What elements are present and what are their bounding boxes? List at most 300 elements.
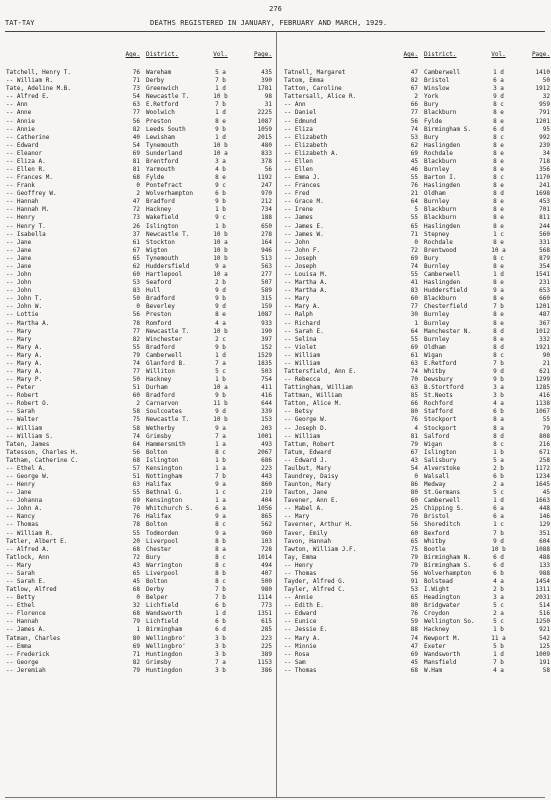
register-entry [284, 336, 551, 344]
register-entry [6, 190, 274, 198]
entry-district: Fylde [424, 117, 443, 125]
entry-name: -- John W. [6, 303, 43, 311]
entry-age: 4 [414, 424, 418, 432]
entry-age: 80 [410, 408, 418, 416]
entry-name: -- Eleanor [6, 149, 43, 157]
entry-page: 50 [542, 77, 550, 85]
entry-district: Haslingden [424, 279, 461, 287]
entry-age: 60 [410, 529, 418, 537]
entry-name: -- Ethel A. [6, 464, 46, 472]
entry-district: Stockton [146, 238, 175, 246]
entry-volume: 1 d [493, 650, 504, 658]
entry-name: -- Mary A. [6, 343, 43, 351]
entry-volume: 8 e [215, 311, 226, 319]
entry-page: 164 [261, 238, 272, 246]
entry-name: -- Betty [6, 594, 35, 602]
register-entry [284, 198, 551, 206]
entry-age: 63 [132, 101, 140, 109]
entry-volume: 8 c [215, 578, 226, 585]
entry-volume: 10 b [213, 230, 228, 238]
entry-page: 351 [539, 529, 550, 537]
entry-page: 811 [539, 214, 550, 222]
entry-age: 82 [132, 125, 140, 133]
entry-page: 277 [261, 271, 272, 279]
entry-age: 20 [132, 537, 140, 545]
entry-district: Wolverhampton [424, 569, 471, 577]
entry-page: 1087 [257, 311, 272, 319]
entry-age: 74 [410, 367, 418, 375]
register-entry [284, 182, 551, 190]
entry-age: 75 [132, 416, 140, 424]
entry-name: -- Martha A. [284, 287, 328, 295]
entry-age: 78 [132, 319, 140, 327]
register-entry [284, 562, 551, 570]
register-entry [6, 594, 274, 602]
entry-page: 404 [261, 497, 272, 505]
entry-volume: 9 b [493, 376, 504, 384]
entry-name: Tatnell, Margaret [284, 69, 346, 77]
entry-district: Rochdale [424, 149, 453, 157]
entry-name: Tay, Emma [284, 553, 317, 561]
entry-volume: 3 a [493, 384, 504, 392]
entry-name: -- Joseph [284, 254, 317, 262]
register-entry [6, 134, 274, 142]
entry-age: 74 [410, 634, 418, 642]
entry-age: 55 [410, 335, 418, 343]
entry-page: 223 [261, 464, 272, 472]
entry-page: 354 [539, 262, 550, 270]
entry-name: -- Mary A. [6, 351, 43, 359]
entry-name: -- John [6, 287, 32, 295]
entry-page: 946 [261, 246, 272, 254]
entry-volume: 6 b [215, 190, 226, 198]
entry-age: 55 [410, 271, 418, 279]
register-entry [284, 586, 551, 594]
entry-volume: 3 b [215, 634, 226, 642]
register-entry [6, 247, 274, 255]
entry-page: 960 [261, 529, 272, 537]
entry-age: 69 [132, 642, 140, 650]
entry-name: -- Frederick [6, 650, 50, 658]
entry-page: 1172 [535, 464, 550, 472]
entry-age: 75 [410, 545, 418, 553]
entry-page: 589 [261, 287, 272, 295]
entry-page: 1067 [535, 408, 550, 416]
register-entry [6, 449, 274, 457]
entry-age: 68 [132, 610, 140, 618]
entry-name: -- Mary A. [284, 303, 321, 311]
register-entry [6, 287, 274, 295]
entry-volume: 1 d [215, 109, 226, 117]
entry-age: 2 [136, 400, 140, 408]
entry-page: 129 [539, 521, 550, 529]
register-entry [284, 505, 551, 513]
entry-volume: 2 c [215, 335, 226, 343]
entry-district: Kensington [146, 464, 183, 472]
entry-name: -- Edward [284, 610, 317, 618]
entry-age: 86 [410, 481, 418, 489]
entry-volume: 6 d [493, 125, 504, 133]
entry-volume: 7 b [493, 359, 504, 367]
entry-volume: 9 a [215, 424, 226, 432]
entry-name: Taverner, Arthur H. [284, 521, 353, 529]
register-entry [6, 328, 274, 336]
entry-page: 671 [539, 448, 550, 456]
entry-volume: 7 a [215, 658, 226, 666]
entry-district: Islington [424, 448, 457, 456]
entry-volume: 1 b [493, 626, 504, 634]
entry-district: Burnley [424, 262, 450, 270]
entry-district: Camberwell [424, 69, 461, 77]
entry-district: Alverstoke [424, 464, 461, 472]
entry-volume: 11 a [491, 634, 506, 642]
entry-age: 46 [410, 166, 418, 174]
entry-district: Burnley [424, 311, 450, 319]
entry-page: 2015 [257, 133, 272, 141]
entry-name: -- Eliza [284, 125, 313, 133]
register-entry [284, 311, 551, 319]
entry-page: 331 [539, 238, 550, 246]
entry-name: -- Daniel [284, 109, 317, 117]
entry-age: 69 [410, 343, 418, 351]
entry-volume: 9 a [215, 529, 226, 537]
entry-district: Hammersmith [146, 440, 186, 448]
entry-volume: 7 a [215, 432, 226, 440]
register-entry [6, 85, 274, 93]
entry-volume: 8 c [493, 440, 504, 448]
entry-volume: 8 a [215, 545, 226, 553]
entry-page: 1529 [257, 351, 272, 359]
entry-name: Tavener, Ann E. [284, 497, 339, 505]
entry-volume: 9 a [215, 513, 226, 521]
entry-page: 507 [261, 279, 272, 287]
entry-name: -- George [6, 658, 39, 666]
entry-age: 56 [132, 117, 140, 125]
register-entry [6, 425, 274, 433]
register-entry [6, 263, 274, 271]
entry-age: 66 [410, 400, 418, 408]
entry-name: Tatlow, Alfred [6, 586, 57, 594]
entry-page: 190 [261, 327, 272, 335]
entry-name: -- Mary [284, 513, 310, 521]
register-entry [6, 538, 274, 546]
entry-volume: 1 d [215, 85, 226, 93]
register-entry [6, 182, 274, 190]
entry-volume: 1 a [215, 464, 226, 472]
entry-district: Bridgwater [424, 602, 461, 610]
entry-name: -- William [284, 432, 321, 440]
entry-volume: 8 e [493, 279, 504, 287]
entry-volume: 8 e [493, 262, 504, 270]
entry-page: 1192 [257, 174, 272, 182]
entry-age: 68 [132, 174, 140, 182]
entry-page: 390 [261, 77, 272, 85]
entry-volume: 6 d [493, 561, 504, 569]
entry-age: 60 [410, 295, 418, 303]
entry-volume: 8 e [493, 238, 504, 246]
entry-name: -- Annie [284, 594, 313, 602]
entry-district: Huntingdon [146, 650, 183, 658]
entry-district: Whitchurch S. [146, 505, 193, 513]
register-entry [6, 635, 274, 643]
entry-age: 56 [410, 521, 418, 529]
entry-age: 43 [410, 456, 418, 464]
register-entry [284, 667, 551, 675]
entry-district: Islington [146, 222, 179, 230]
entry-district: Tynemouth [146, 141, 179, 149]
entry-page: 153 [261, 416, 272, 424]
entry-age: 58 [132, 408, 140, 416]
entry-district: Birmingham [146, 626, 183, 634]
entry-name: -- Jeremiah [6, 666, 46, 674]
entry-district: Sunderland [146, 149, 183, 157]
entry-district: Wigan [424, 440, 443, 448]
register-entry [284, 303, 551, 311]
entry-district: Brentwood [424, 246, 457, 254]
register-entry [6, 166, 274, 174]
entry-page: 615 [261, 618, 272, 626]
entry-volume: 1 d [493, 271, 504, 279]
entry-page: 32 [542, 93, 550, 101]
entry-district: Salisbury [424, 456, 457, 464]
entry-district: Halifax [146, 481, 172, 489]
entry-district: Winslow [424, 85, 450, 93]
bottom-rule [5, 797, 545, 798]
page-header: Page. [531, 51, 550, 58]
register-entry [6, 101, 274, 109]
entry-age: 64 [132, 440, 140, 448]
vol-header: Vol. [213, 51, 228, 58]
entry-name: -- Rosa [284, 650, 310, 658]
entry-volume: 8 d [493, 343, 504, 351]
register-entry [284, 150, 551, 158]
entry-page: 2067 [257, 448, 272, 456]
entry-volume: 7 b [493, 303, 504, 311]
entry-name: -- Mary [6, 335, 32, 343]
entry-name: -- Annie [6, 117, 35, 125]
age-header: Age. [125, 51, 140, 58]
page-header: Page. [253, 51, 272, 58]
entry-page: 650 [261, 222, 272, 230]
entry-page: 1351 [257, 610, 272, 618]
entry-name: -- George W. [284, 416, 328, 424]
entry-district: Stockport [424, 416, 457, 424]
entry-page: 568 [539, 246, 550, 254]
entry-page: 514 [539, 602, 550, 610]
entry-volume: 8 e [493, 109, 504, 117]
entry-volume: 8 e [215, 117, 226, 125]
entry-district: Bury [424, 254, 439, 262]
entry-page: 258 [539, 456, 550, 464]
entry-name: -- Henry [284, 561, 313, 569]
vol-header: Vol. [491, 51, 506, 58]
register-entry [6, 239, 274, 247]
entry-page: 734 [261, 206, 272, 214]
entry-age: 69 [410, 650, 418, 658]
entry-name: -- Florence [6, 610, 46, 618]
register-entry [284, 594, 551, 602]
register-entry [284, 521, 551, 529]
entry-volume: 8 e [493, 141, 504, 149]
entry-district: Oldham [424, 343, 446, 351]
entry-name: -- John A. [6, 505, 43, 513]
entry-page: 58 [542, 666, 550, 674]
entry-name: -- Frances [284, 182, 321, 190]
entry-district: E.Retford [146, 101, 179, 109]
entry-district: Hackney [424, 626, 450, 634]
register-entry [284, 328, 551, 336]
register-entry [284, 610, 551, 618]
entry-name: -- Elizabeth A. [284, 149, 339, 157]
entry-volume: 7 b [215, 594, 226, 602]
entry-name: -- Ellen [284, 166, 313, 174]
register-entry [284, 166, 551, 174]
entry-district: W.Ham [424, 666, 443, 674]
entry-district: Durham [146, 384, 168, 392]
entry-age: 59 [410, 618, 418, 626]
entry-age: 62 [132, 262, 140, 270]
entry-name: -- Joseph D. [284, 424, 328, 432]
entry-name: -- John [6, 271, 32, 279]
entry-name: -- Edward [6, 141, 39, 149]
entry-page: 159 [261, 303, 272, 311]
entry-volume: 3 a [493, 594, 504, 602]
entry-page: 239 [539, 141, 550, 149]
entry-age: 82 [132, 335, 140, 343]
entry-name: -- Jane [6, 238, 32, 246]
entry-name: Taunton, Mary [284, 481, 331, 489]
entry-name: -- Emma [6, 642, 32, 650]
register-entry [6, 158, 274, 166]
entry-page: 1012 [535, 327, 550, 335]
entry-volume: 6 b [215, 602, 226, 610]
entry-district: Chesterfield [424, 303, 468, 311]
entry-age: 82 [132, 658, 140, 666]
entry-age: 67 [410, 85, 418, 93]
entry-volume: 1 c [215, 489, 226, 497]
entry-volume: 8 d [493, 432, 504, 440]
entry-district: Wellingbro' [146, 634, 186, 642]
entry-age: 55 [132, 343, 140, 351]
entry-page: 860 [261, 481, 272, 489]
entry-age: 65 [132, 569, 140, 577]
register-entry [284, 93, 551, 101]
entry-name: Tatler, Albert E. [6, 537, 68, 545]
entry-page: 754 [261, 376, 272, 384]
entry-name: Tatham, Catherine C. [6, 456, 79, 464]
entry-page: 959 [539, 101, 550, 109]
entry-name: -- George W. [6, 472, 50, 480]
entry-page: 1059 [257, 125, 272, 133]
entry-page: 1056 [257, 505, 272, 513]
entry-district: Nottingham [146, 472, 183, 480]
entry-name: Tatlock, Ann [6, 553, 50, 561]
entry-volume: 3 a [215, 157, 226, 165]
entry-age: 5 [414, 206, 418, 214]
register-entry [284, 578, 551, 586]
entry-age: 64 [410, 327, 418, 335]
entry-age: 81 [132, 166, 140, 174]
register-entry [284, 142, 551, 150]
left-rows [6, 69, 274, 675]
entry-name: -- Hannah M. [6, 206, 50, 214]
entry-district: Haslingden [424, 222, 461, 230]
register-entry [6, 320, 274, 328]
entry-age: 51 [132, 472, 140, 480]
entry-district: Grimsby [146, 432, 172, 440]
entry-page: 493 [261, 440, 272, 448]
entry-volume: 2 a [493, 481, 504, 489]
entry-name: Taten, James [6, 440, 50, 448]
entry-age: 64 [410, 198, 418, 206]
entry-age: 91 [410, 578, 418, 585]
entry-age: 56 [132, 448, 140, 456]
entry-age: 83 [410, 287, 418, 295]
entry-volume: 2 b [215, 279, 226, 287]
entry-page: 1250 [535, 618, 550, 626]
entry-volume: 8 e [493, 295, 504, 303]
entry-age: 70 [410, 513, 418, 521]
register-entry [6, 554, 274, 562]
entry-district: Wigton [146, 246, 168, 254]
entry-name: -- Rebecca [284, 376, 321, 384]
register-entry [284, 457, 551, 465]
entry-age: 76 [132, 69, 140, 77]
entry-name: Tatman, Charles [6, 634, 61, 642]
entry-name: -- Mary P. [6, 376, 43, 384]
entry-volume: 9 b [215, 198, 226, 206]
entry-page: 718 [539, 157, 550, 165]
entry-volume: 4 a [493, 578, 504, 585]
entry-district: Blackburn [424, 214, 457, 222]
entry-page: 480 [261, 141, 272, 149]
entry-district: York [424, 93, 439, 101]
entry-page: 542 [539, 634, 550, 642]
entry-name: -- Grace M. [284, 198, 324, 206]
entry-volume: 9 b [215, 392, 226, 400]
entry-district: Halifax [146, 513, 172, 521]
register-entry [6, 126, 274, 134]
entry-page: 146 [539, 513, 550, 521]
entry-name: -- John [6, 279, 32, 287]
entry-district: Wetherby [146, 424, 175, 432]
entry-page: 416 [539, 392, 550, 400]
entry-page: 95 [542, 125, 550, 133]
entry-age: 78 [132, 521, 140, 529]
entry-district: Derby [146, 586, 165, 594]
entry-page: 503 [261, 367, 272, 375]
entry-age: 58 [132, 424, 140, 432]
register-entry [6, 279, 274, 287]
entry-district: Stafford [424, 408, 453, 416]
entry-name: -- Sarah E. [284, 327, 324, 335]
entry-district: Hackney [146, 206, 172, 214]
entry-volume: 10 b [491, 545, 506, 553]
entry-district: Derby [146, 77, 165, 85]
entry-age: 79 [132, 666, 140, 674]
entry-name: -- Mary A. [6, 359, 43, 367]
entry-page: 1781 [257, 85, 272, 93]
entry-district: Camberwell [424, 271, 461, 279]
entry-district: Bolton [146, 521, 168, 529]
entry-page: 1087 [257, 117, 272, 125]
register-entry [6, 570, 274, 578]
entry-district: Walsall [424, 472, 450, 480]
entry-age: 51 [132, 384, 140, 392]
entry-age: 74 [410, 262, 418, 270]
entry-district: Bury [424, 133, 439, 141]
entry-district: Woolwich [146, 109, 175, 117]
